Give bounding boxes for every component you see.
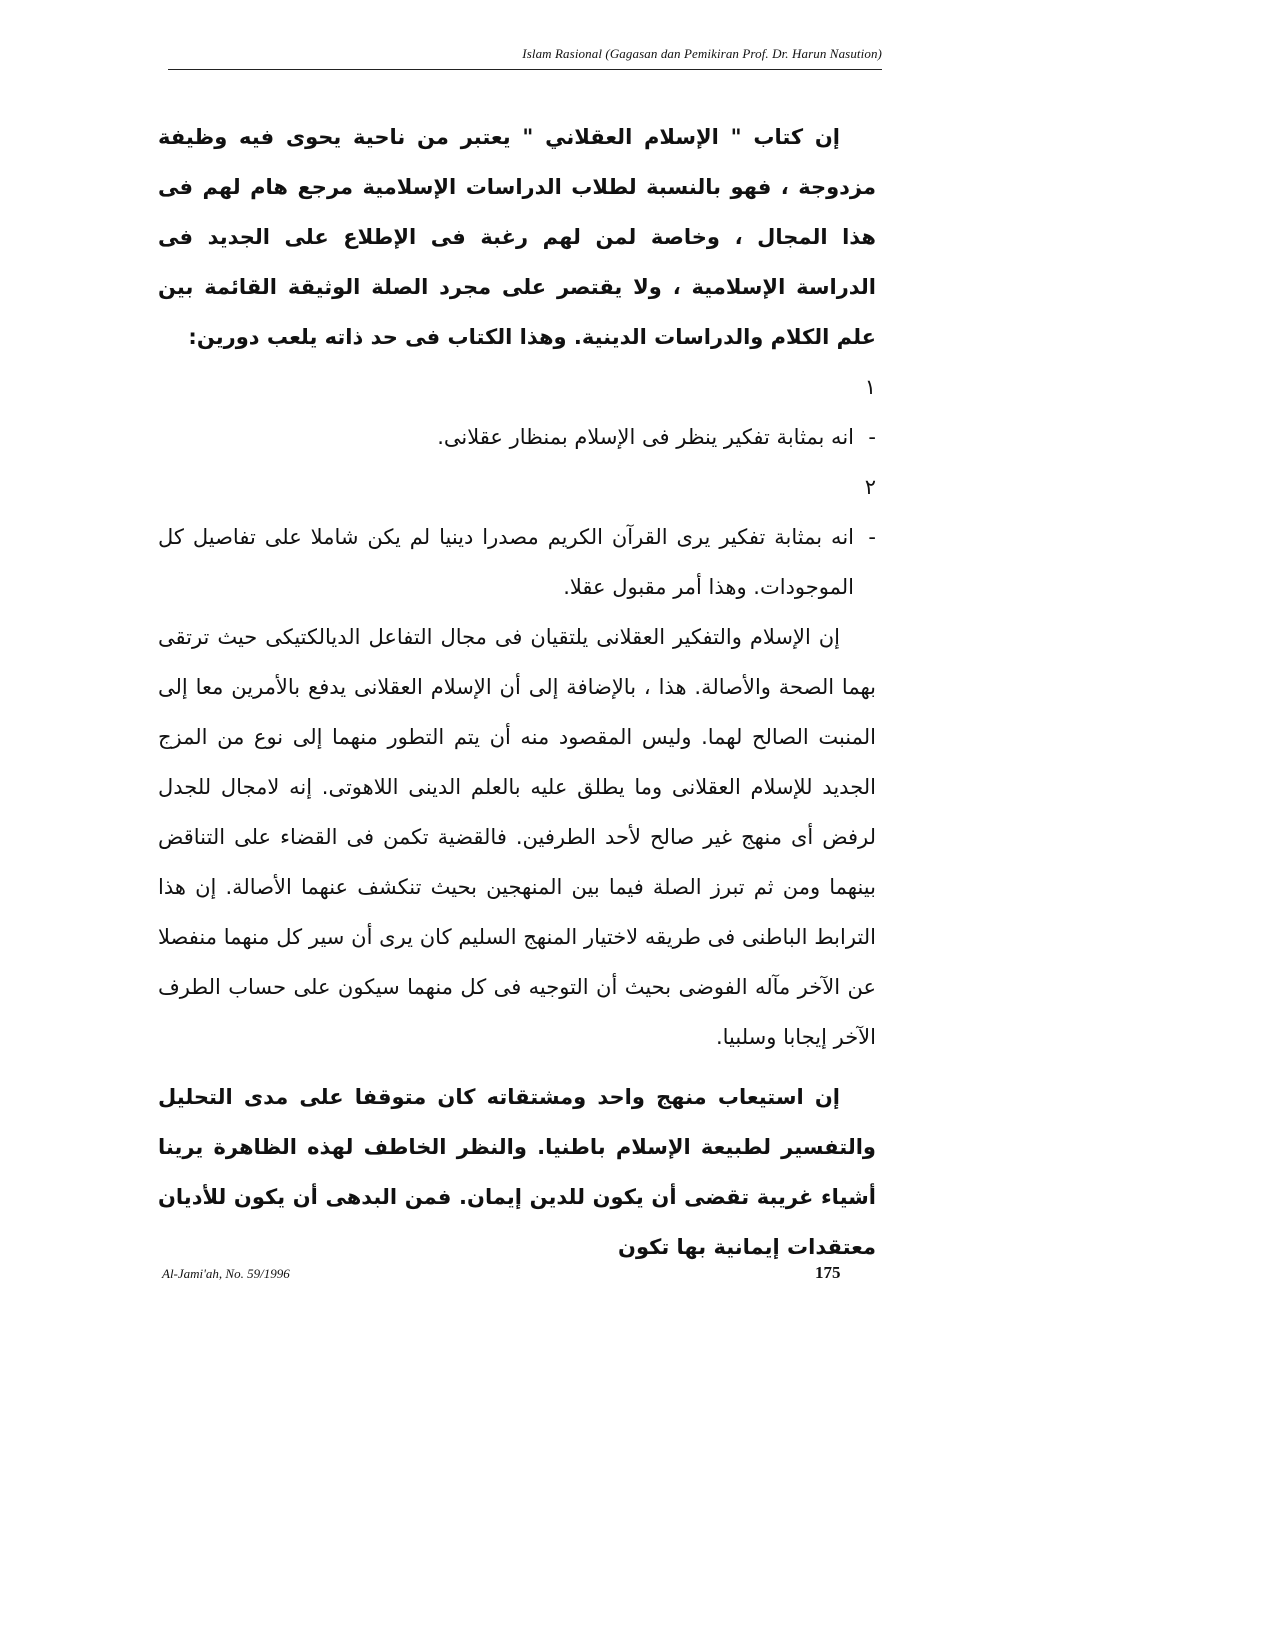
list-item-text: انه بمثابة تفكير ينظر فى الإسلام بمنظار عقلانى. — [437, 425, 854, 449]
list-item — [158, 362, 876, 462]
body-text — [158, 112, 876, 1272]
paragraph-1: إن كتاب " الإسلام العقلاني " يعتبر من ناحية يحوى فيه وظيفة مزدوجة ، فهو بالنسبة لطلاب الدراسات الإسلامية مرجع هام لهم فى هذا المجال ، وخاصة لمن لهم رغبة فى الإطلاع على الجديد فى الدراسة الإسلامية ، ولا يقتصر على مجرد الصلة الوثيقة القائمة بين علم الكلام والدراسات الدينية. وهذا الكتاب فى حد ذاته يلعب دورين: — [158, 125, 876, 349]
page-number: 175 — [815, 1263, 841, 1282]
running-header: Islam Rasional (Gagasan dan Pemikiran Prof. Dr. Harun Nasution) — [522, 46, 882, 61]
header-rule — [168, 69, 882, 70]
list-item — [158, 462, 876, 612]
list-item-text: انه بمثابة تفكير يرى القرآن الكريم مصدرا دينيا لم يكن شاملا على تفاصيل كل الموجودات. وهذا أمر مقبول عقلا. — [158, 525, 854, 599]
footer-journal: Al-Jami'ah, No. 59/1996 — [162, 1266, 290, 1281]
paragraph-3: إن استيعاب منهج واحد ومشتقاته كان متوقفا على مدى التحليل والتفسير لطبيعة الإسلام باطنيا. والنظر الخاطف لهذه الظاهرة يرينا أشياء غريبة تقضى أن يكون للدين إيمان. فمن البدهى أن يكون للأديان معتقدات إيمانية بها تكون — [158, 1085, 876, 1259]
paragraph-2: إن الإسلام والتفكير العقلانى يلتقيان فى مجال التفاعل الديالكتيكى حيث ترتقى بهما الصحة والأصالة. هذا ، بالإضافة إلى أن الإسلام العقلانى يدفع بالأمرين معا إلى المنبت الصالح لهما. وليس المقصود منه أن يتم التطور منهما إلى نوع من المزج الجديد للإسلام العقلانى وما يطلق عليه بالعلم الدينى اللاهوتى. إنه لامجال للجدل لرفض أى منهج غير صالح لأحد الطرفين. فالقضية تكمن فى القضاء على التناقض بينهما ومن ثم تبرز الصلة فيما بين المنهجين بحيث تنكشف عنهما الأصالة. إن هذا الترابط الباطنى فى طريقه لاختيار المنهج السليم كان يرى أن سير كل منهما منفصلا عن الآخر مآله الفوضى بحيث أن التوجيه فى كل منهما سيكون على حساب الطرف الآخر إيجابا وسلبيا. — [158, 625, 876, 1049]
list-number: ١ - — [864, 375, 876, 449]
list-number: ٢ - — [864, 475, 876, 549]
paragraph-spacer — [158, 1062, 876, 1072]
